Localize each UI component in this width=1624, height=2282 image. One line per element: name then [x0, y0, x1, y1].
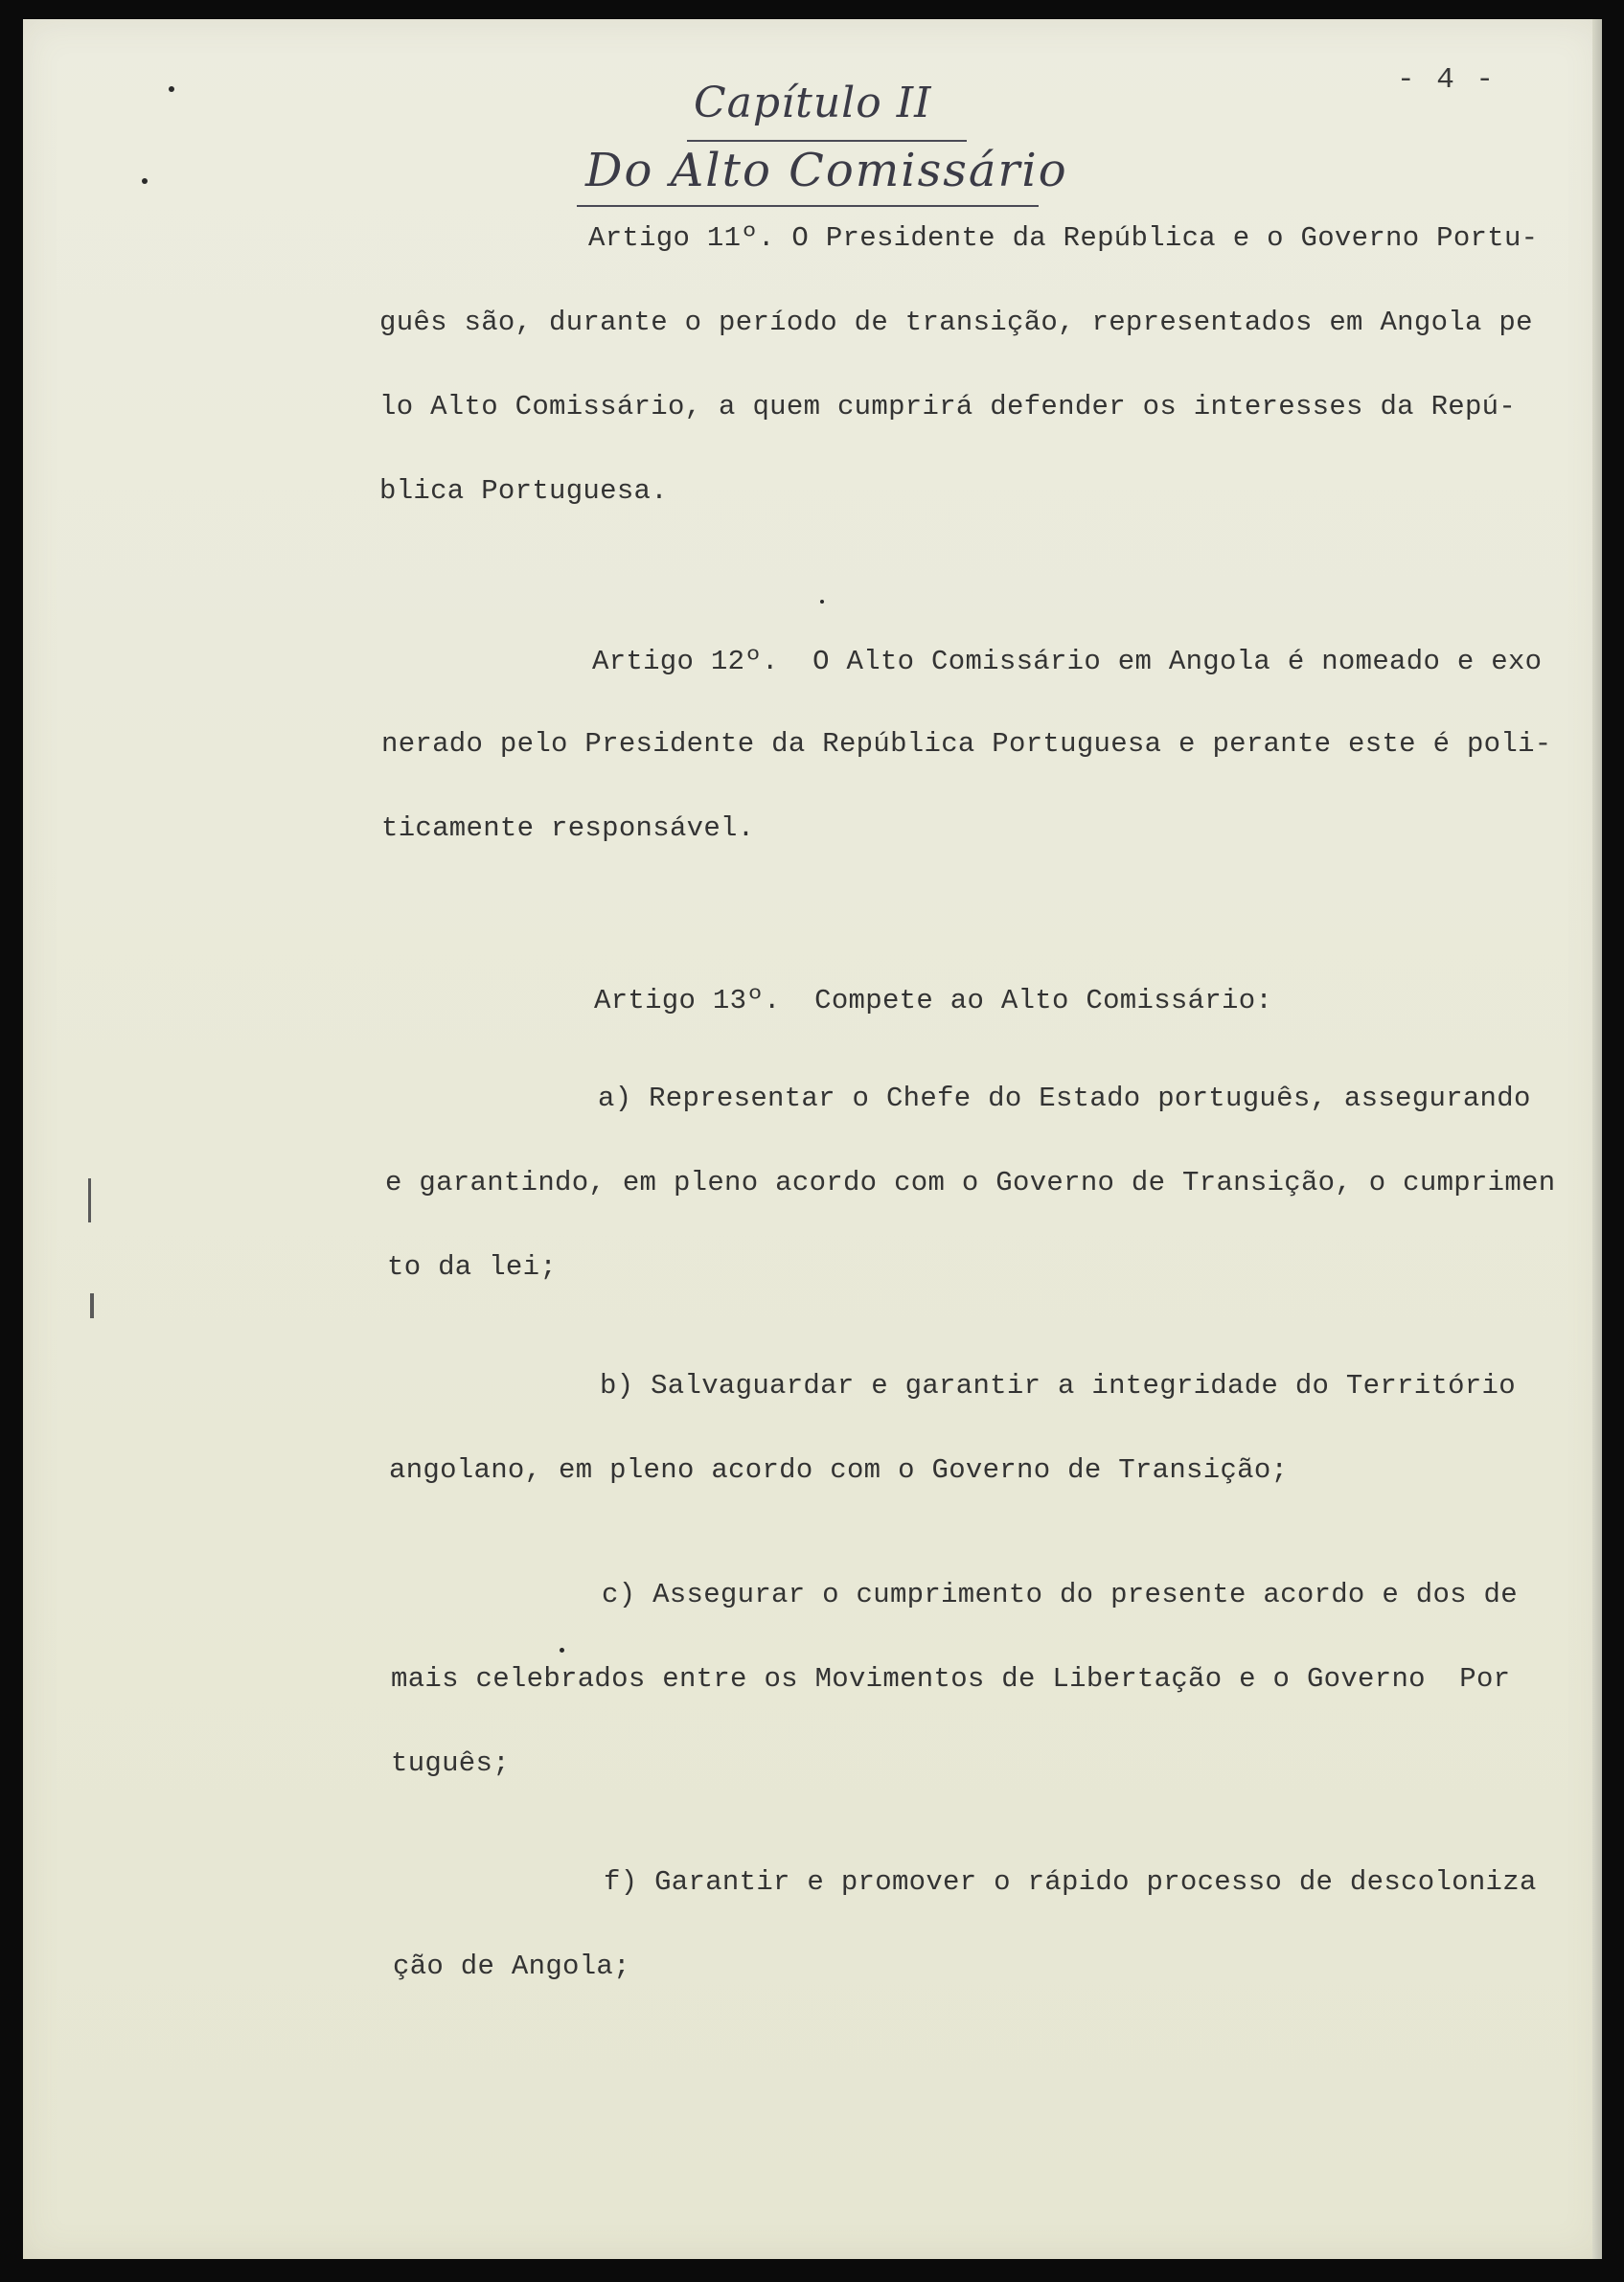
- margin-pencil-mark: [90, 1293, 94, 1318]
- article-11-line-3: lo Alto Comissário, a quem cumprirá defender os interesses da Repú-: [379, 391, 1517, 422]
- article-13-c-line-2: mais celebrados entre os Movimentos de Libertação e o Governo Por: [391, 1663, 1511, 1695]
- typewritten-document: [23, 19, 1602, 2259]
- page-number: - 4 -: [1397, 63, 1497, 97]
- article-13-c-line-1: c) Assegurar o cumprimento do presente acordo e dos de: [602, 1579, 1518, 1610]
- scan-speck: [142, 178, 148, 184]
- scan-speck: [820, 600, 824, 604]
- article-13-b-line-2: angolano, em pleno acordo com o Governo de Transição;: [389, 1454, 1289, 1486]
- paper-edge: [1592, 19, 1602, 2259]
- article-13-a-line-3: to da lei;: [387, 1251, 558, 1283]
- article-13-a-line-2: e garantindo, em pleno acordo com o Governo de Transição, o cumprimen: [385, 1167, 1556, 1198]
- chapter-underline: [687, 140, 967, 142]
- section-underline: [577, 205, 1039, 207]
- article-11-line-2: guês são, durante o período de transição, representados em Angola pe: [379, 307, 1533, 338]
- article-12-line-1: Artigo 12º. O Alto Comissário em Angola é nomeado e exo: [592, 646, 1543, 677]
- handwritten-chapter-title: Capítulo II: [694, 79, 932, 127]
- scan-speck: [560, 1648, 564, 1653]
- article-13-c-line-3: tuguês;: [391, 1747, 510, 1779]
- article-11-line-4: blica Portuguesa.: [379, 475, 668, 507]
- article-12-line-2: nerado pelo Presidente da República Portuguesa e perante este é poli-: [381, 728, 1552, 760]
- article-13-f-line-2: ção de Angola;: [393, 1951, 630, 1982]
- scan-speck: [169, 86, 174, 92]
- article-13-intro: Artigo 13º. Compete ao Alto Comissário:: [594, 985, 1273, 1016]
- article-11-line-1: Artigo 11º. O Presidente da República e o Governo Portu-: [588, 222, 1539, 254]
- handwritten-section-title: Do Alto Comissário: [585, 144, 1068, 197]
- article-13-b-line-1: b) Salvaguardar e garantir a integridade do Território: [600, 1370, 1516, 1402]
- article-12-line-3: ticamente responsável.: [381, 812, 755, 844]
- article-13-f-line-1: f) Garantir e promover o rápido processo de descoloniza: [604, 1866, 1537, 1898]
- article-13-a-line-1: a) Representar o Chefe do Estado português, assegurando: [598, 1083, 1531, 1114]
- margin-pencil-mark: [88, 1178, 91, 1222]
